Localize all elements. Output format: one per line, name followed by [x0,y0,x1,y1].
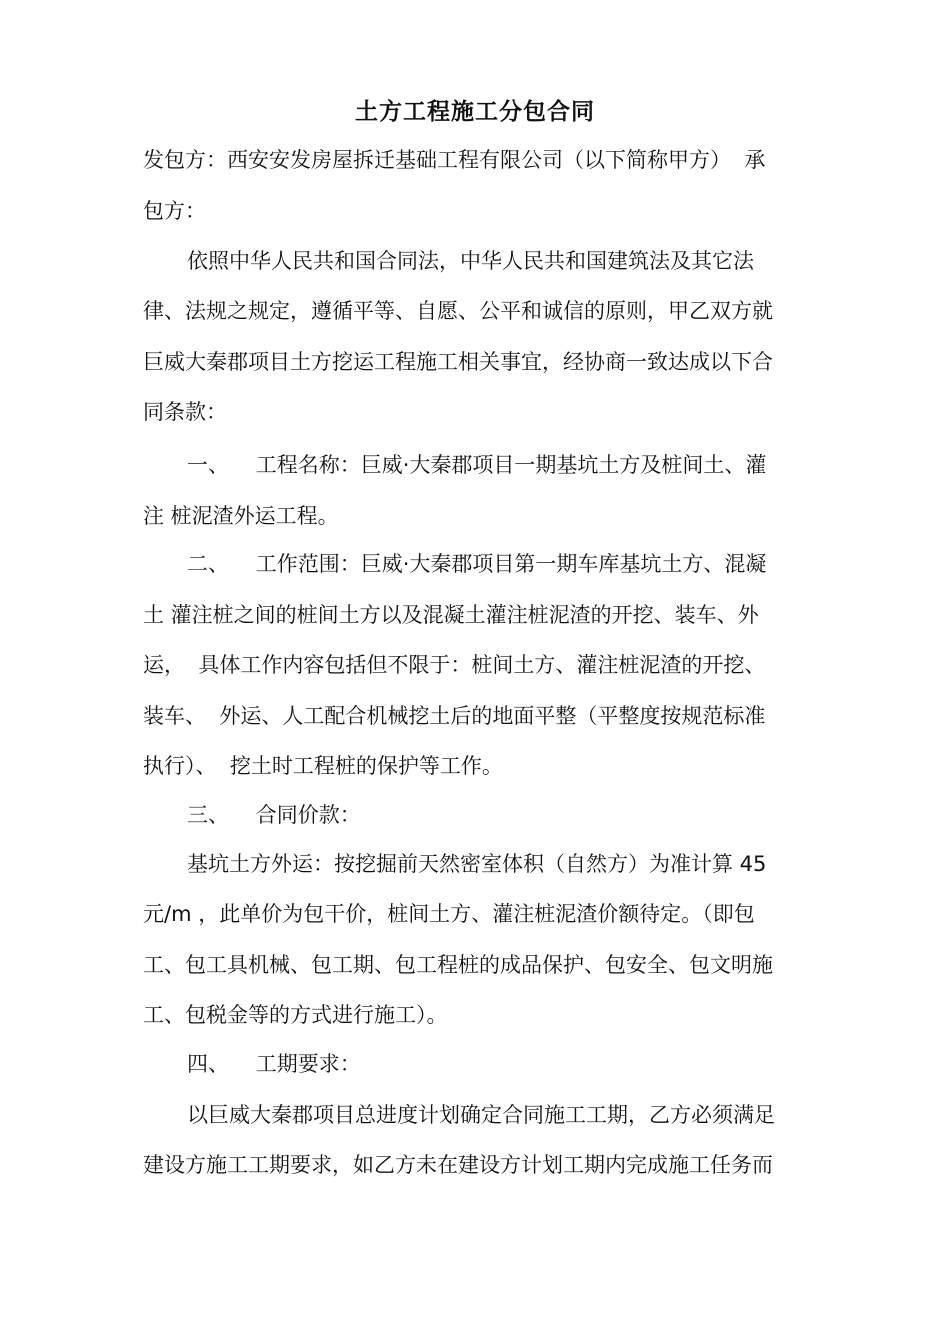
clause-4-heading: 四、 工期要求： [187,1052,361,1076]
clause-2-line-4: 装车、 外运、人工配合机械挖土后的地面平整（平整度按规范标准 [143,704,766,728]
clause-4-line-2: 建设方施工工期要求，如乙方未在建设方计划工期内完成施工任务而 [143,1153,773,1177]
clause-3-line-4: 工、包税金等的方式进行施工）。 [143,1003,448,1027]
clause-2-line-1: 二、 工作范围：巨威·大秦郡项目第一期车库基坑土方、混凝 [187,552,767,576]
preamble-line-2: 律、法规之规定，遵循平等、自愿、公平和诚信的原则，甲乙双方就 [143,299,773,323]
clause-3-line-1: 基坑土方外运：按挖掘前天然密室体积（自然方）为准计算 45 [187,852,767,876]
clause-3-line-2: 元/m ，此单价为包干价，桩间土方、灌注桩泥渣价额待定。（即包 [143,902,755,926]
clause-2-line-2: 土 灌注桩之间的桩间土方以及混凝土灌注桩泥渣的开挖、装车、外 [143,603,759,627]
document-title: 土方工程施工分包合同 [355,99,595,125]
clause-3-line-3: 工、包工具机械、包工期、包工程桩的成品保护、包安全、包文明施 [143,953,773,977]
clause-3-heading: 三、 合同价款： [187,803,361,827]
clause-2-line-3: 运， 具体工作内容包括但不限于：桩间土方、灌注桩泥渣的开挖、 [143,653,766,677]
party-a-line: 发包方：西安安发房屋拆迁基础工程有限公司（以下简称甲方） 承 [143,148,766,172]
clause-1-line-2: 注 桩泥渣外运工程。 [143,504,339,528]
clause-2-line-5: 执行）、 挖土时工程桩的保护等工作。 [143,754,503,778]
preamble-line-4: 同条款： [143,400,227,424]
clause-4-line-1: 以巨威大秦郡项目总进度计划确定合同施工工期，乙方必须满足 [187,1103,775,1127]
preamble-line-1: 依照中华人民共和国合同法，中华人民共和国建筑法及其它法 [187,249,754,273]
clause-1-line-1: 一、 工程名称：巨威·大秦郡项目一期基坑土方及桩间土、灌 [187,453,767,477]
party-b-line: 包方： [143,199,206,223]
preamble-line-3: 巨威大秦郡项目土方挖运工程施工相关事宜，经协商一致达成以下合 [143,350,773,374]
